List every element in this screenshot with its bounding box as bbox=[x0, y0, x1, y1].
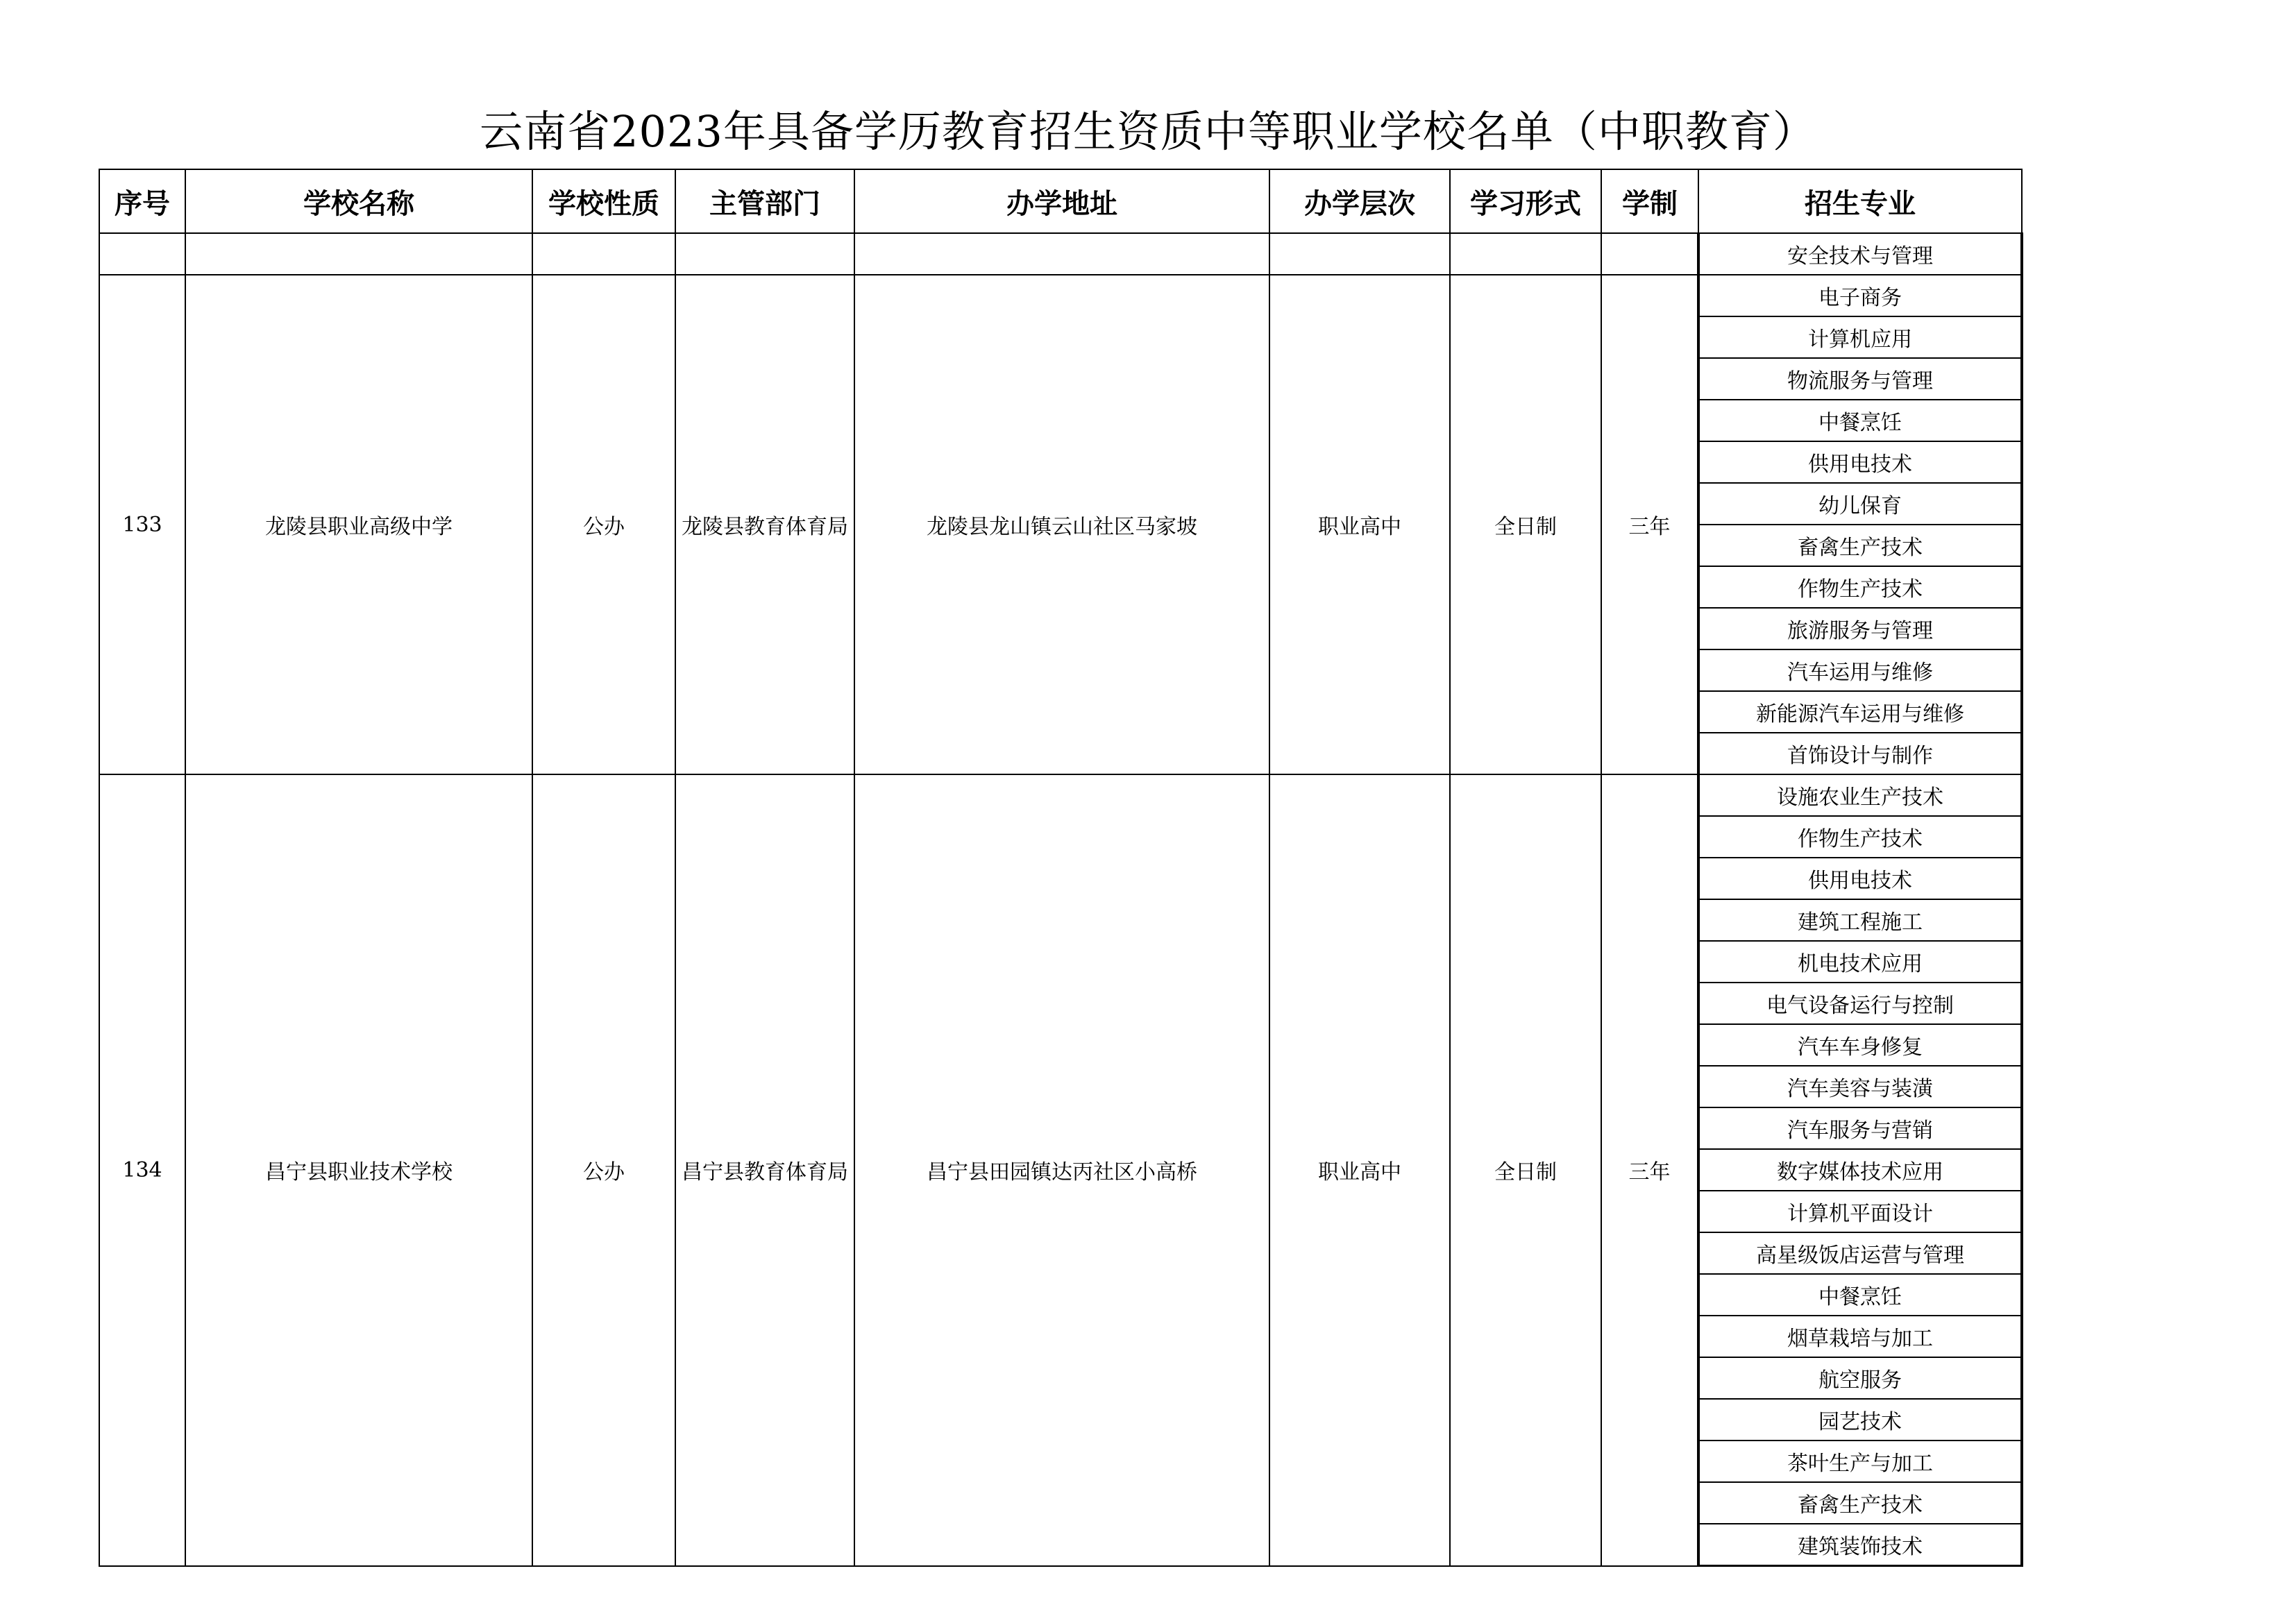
major-cell: 旅游服务与管理 bbox=[1698, 608, 2022, 649]
empty-cell bbox=[99, 233, 185, 275]
header-row bbox=[99, 169, 2022, 233]
empty-cell bbox=[185, 233, 532, 275]
document-title: 云南省2023年具备学历教育招生资质中等职业学校名单（中职教育） bbox=[480, 106, 1816, 157]
major-cell: 电子商务 bbox=[1698, 275, 2022, 316]
major-cell: 作物生产技术 bbox=[1698, 566, 2022, 608]
major-cell: 高星级饭店运营与管理 bbox=[1698, 1232, 2022, 1274]
major-cell: 新能源汽车运用与维修 bbox=[1698, 691, 2022, 733]
major-cell: 数字媒体技术应用 bbox=[1698, 1149, 2022, 1191]
department-cell: 龙陵县教育体育局 bbox=[675, 275, 854, 774]
major-cell: 幼儿保育 bbox=[1698, 483, 2022, 525]
address-cell: 龙陵县龙山镇云山社区马家坡 bbox=[854, 275, 1269, 774]
duration-cell: 三年 bbox=[1601, 774, 1698, 1566]
major-cell: 供用电技术 bbox=[1698, 858, 2022, 899]
major-cell: 设施农业生产技术 bbox=[1698, 774, 2022, 816]
major-cell: 建筑装饰技术 bbox=[1698, 1524, 2022, 1566]
major-cell: 作物生产技术 bbox=[1698, 816, 2022, 858]
empty-cell bbox=[854, 233, 1269, 275]
major-cell: 安全技术与管理 bbox=[1698, 233, 2022, 275]
major-cell: 物流服务与管理 bbox=[1698, 358, 2022, 400]
empty-cell bbox=[532, 233, 675, 275]
major-cell: 汽车运用与维修 bbox=[1698, 649, 2022, 691]
header-level: 办学层次 bbox=[1269, 169, 1450, 233]
major-cell: 汽车服务与营销 bbox=[1698, 1107, 2022, 1149]
major-cell: 机电技术应用 bbox=[1698, 941, 2022, 983]
empty-cell bbox=[1269, 233, 1450, 275]
school-name-cell: 昌宁县职业技术学校 bbox=[185, 774, 532, 1566]
major-cell: 计算机平面设计 bbox=[1698, 1191, 2022, 1232]
major-cell: 茶叶生产与加工 bbox=[1698, 1441, 2022, 1482]
duration-cell: 三年 bbox=[1601, 275, 1698, 774]
seq-cell: 133 bbox=[99, 275, 185, 774]
department-cell: 昌宁县教育体育局 bbox=[675, 774, 854, 1566]
header-department: 主管部门 bbox=[675, 169, 854, 233]
header-school-name: 学校名称 bbox=[185, 169, 532, 233]
major-cell: 畜禽生产技术 bbox=[1698, 525, 2022, 566]
header-seq: 序号 bbox=[99, 169, 185, 233]
carryover-row bbox=[99, 233, 2022, 275]
table-row bbox=[99, 774, 2022, 816]
header-address: 办学地址 bbox=[854, 169, 1269, 233]
major-cell: 汽车车身修复 bbox=[1698, 1024, 2022, 1066]
major-cell: 畜禽生产技术 bbox=[1698, 1482, 2022, 1524]
major-cell: 烟草栽培与加工 bbox=[1698, 1316, 2022, 1357]
school-list-table bbox=[99, 169, 2023, 1567]
header-duration: 学制 bbox=[1601, 169, 1698, 233]
major-cell: 中餐烹饪 bbox=[1698, 400, 2022, 441]
empty-cell bbox=[1450, 233, 1601, 275]
school-name-cell: 龙陵县职业高级中学 bbox=[185, 275, 532, 774]
major-cell: 航空服务 bbox=[1698, 1357, 2022, 1399]
major-cell: 汽车美容与装潢 bbox=[1698, 1066, 2022, 1107]
major-cell: 园艺技术 bbox=[1698, 1399, 2022, 1441]
school-nature-cell: 公办 bbox=[532, 774, 675, 1566]
school-nature-cell: 公办 bbox=[532, 275, 675, 774]
major-cell: 计算机应用 bbox=[1698, 316, 2022, 358]
empty-cell bbox=[1601, 233, 1698, 275]
header-school-nature: 学校性质 bbox=[532, 169, 675, 233]
study-mode-cell: 全日制 bbox=[1450, 774, 1601, 1566]
table-row bbox=[99, 275, 2022, 316]
level-cell: 职业高中 bbox=[1269, 275, 1450, 774]
major-cell: 中餐烹饪 bbox=[1698, 1274, 2022, 1316]
empty-cell bbox=[675, 233, 854, 275]
header-majors: 招生专业 bbox=[1698, 169, 2022, 233]
study-mode-cell: 全日制 bbox=[1450, 275, 1601, 774]
seq-cell: 134 bbox=[99, 774, 185, 1566]
level-cell: 职业高中 bbox=[1269, 774, 1450, 1566]
major-cell: 建筑工程施工 bbox=[1698, 899, 2022, 941]
address-cell: 昌宁县田园镇达丙社区小高桥 bbox=[854, 774, 1269, 1566]
header-study-mode: 学习形式 bbox=[1450, 169, 1601, 233]
major-cell: 电气设备运行与控制 bbox=[1698, 983, 2022, 1024]
major-cell: 供用电技术 bbox=[1698, 441, 2022, 483]
major-cell: 首饰设计与制作 bbox=[1698, 733, 2022, 774]
